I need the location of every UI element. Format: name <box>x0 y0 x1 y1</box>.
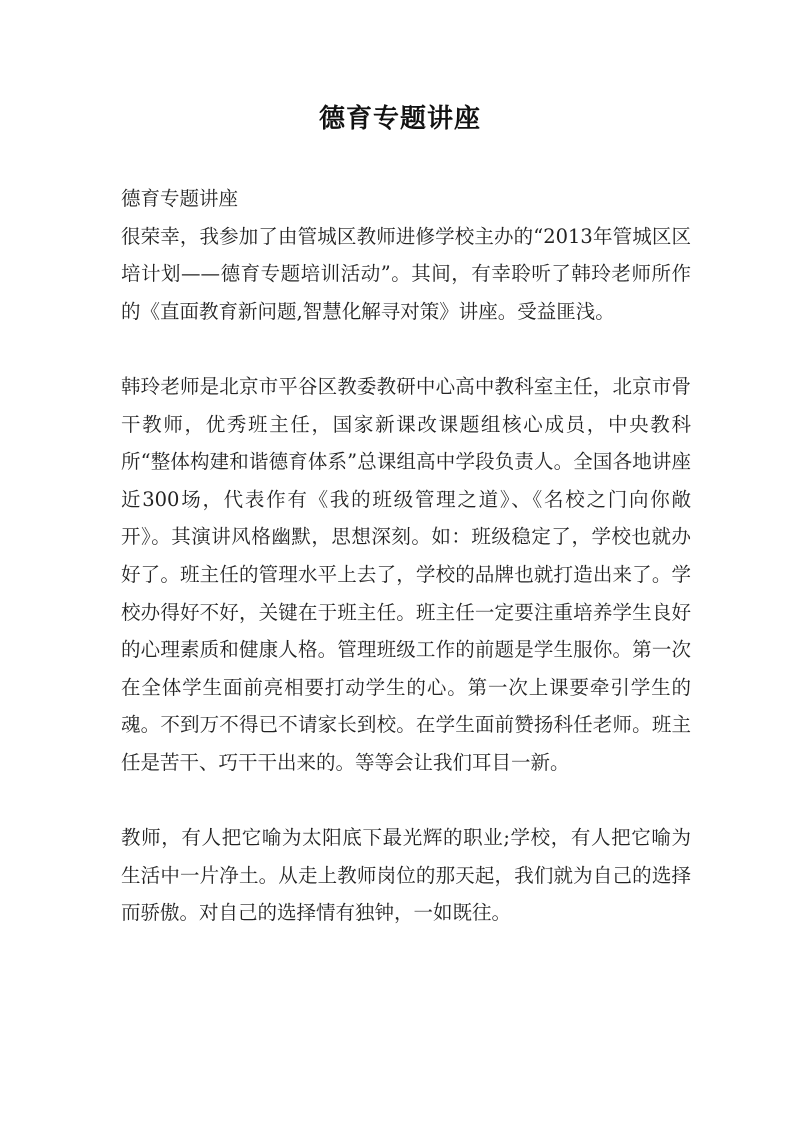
document-title: 德育专题讲座 <box>318 104 481 134</box>
body-heading: 德育专题讲座 <box>121 187 239 210</box>
paragraph-han-ling: 韩玲老师是北京市平谷区教委教研中心高中教科室主任，北京市骨干教师，优秀班主任，国家新课改课题组核心成员，中央教科所“整体构建和谐德育体系”总课组高中学段负责人。全国各地讲座近300场，代表作有《我的班级管理之道》、《名校之门向你敞开》。其演讲风格幽默，思想深刻。如：班级稳定了，学校也就办好了。班主任的管理水平上去了，学校的品牌也就打造出来了。学校办得好不好，关键在于班主任。班主任一定要注重培养学生良好的心理素质和健康人格。管理班级工作的前题是学生服你。第一次在全体学生面前亮相要打动学生的心。第一次上课要牵引学生的魂。不到万不得已不请家长到校。在学生面前赞扬科任老师。班主任是苦干、巧干干出来的。等等会让我们耳目一新。 <box>121 374 691 774</box>
paragraph-spacer <box>121 782 691 820</box>
paragraph-intro: 很荣幸，我参加了由管城区教师进修学校主办的“2013年管城区区培计划——德育专题培训活动”。其间，有幸聆听了韩玲老师所作的《直面教育新问题,智慧化解寻对策》讲座。受益匪浅。 <box>121 224 691 323</box>
paragraph-teacher: 教师，有人把它喻为太阳底下最光辉的职业;学校，有人把它喻为生活中一片净土。从走上教师岗位的那天起，我们就为自己的选择而骄傲。对自己的选择情有独钟，一如既往。 <box>121 826 691 925</box>
document-body <box>121 180 691 932</box>
paragraph-spacer <box>121 330 691 368</box>
